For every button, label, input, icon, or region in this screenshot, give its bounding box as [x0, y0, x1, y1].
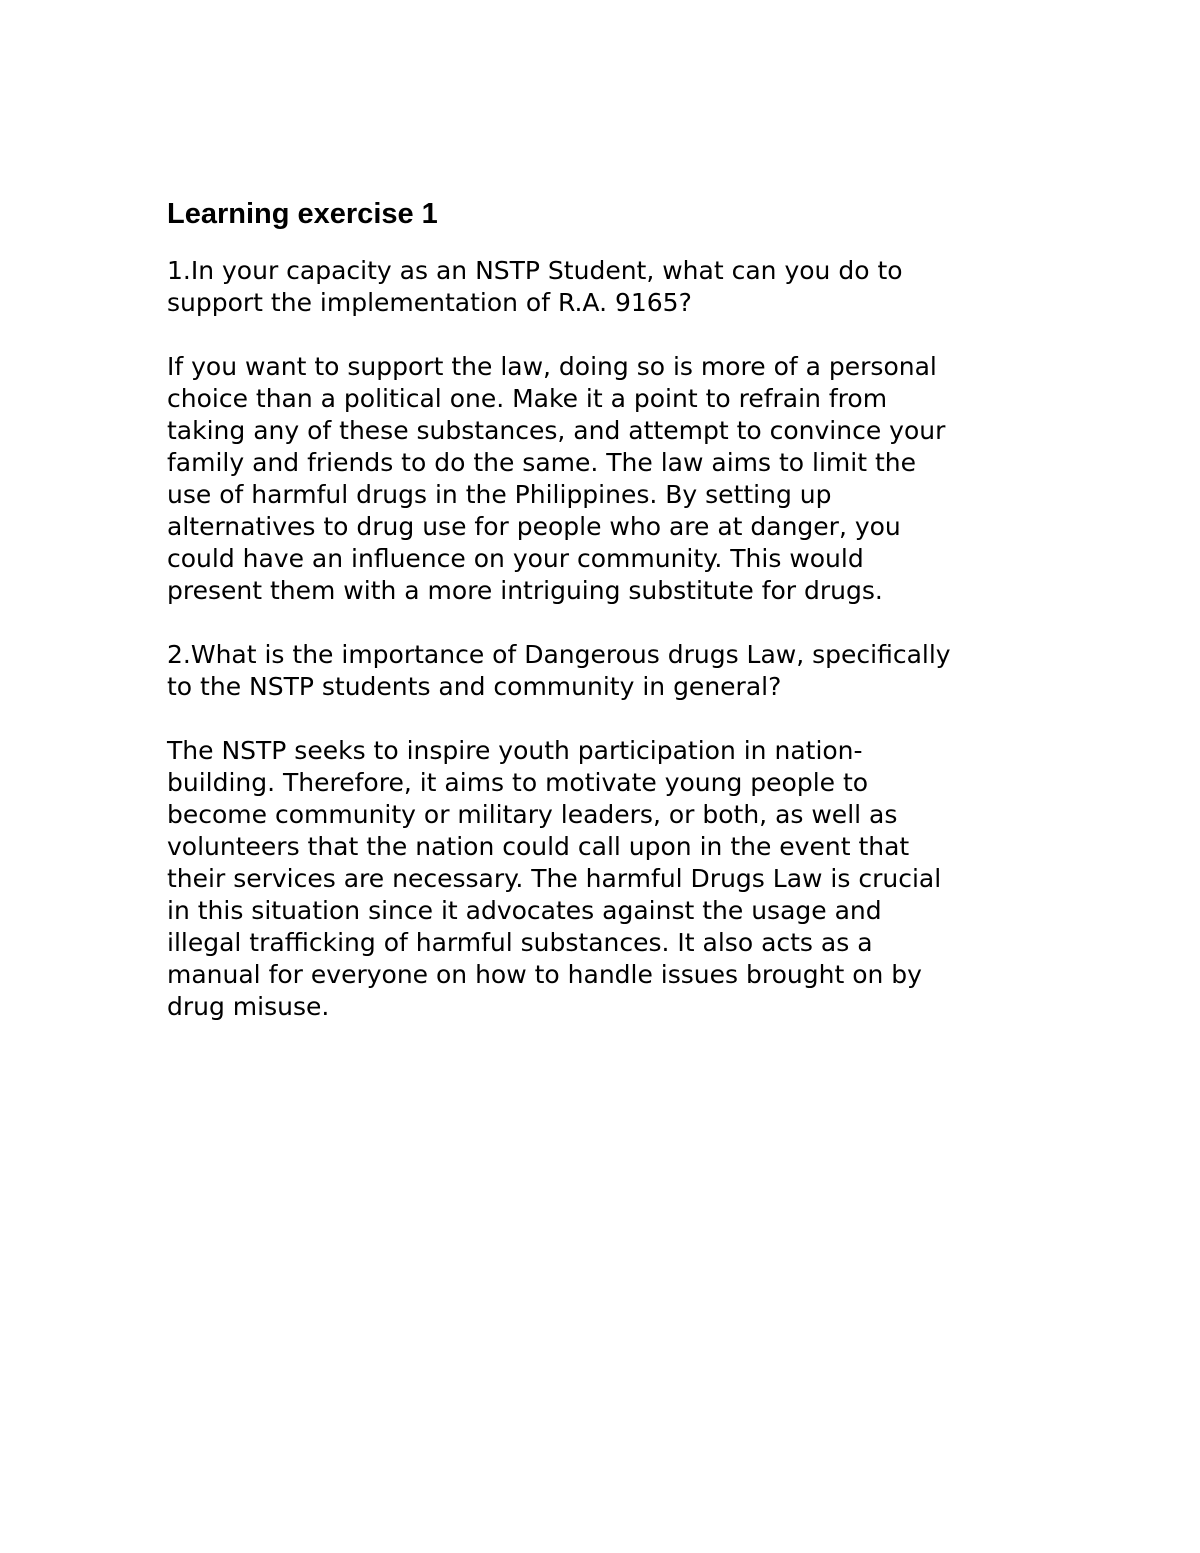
question-2 [167, 639, 1047, 703]
answer-2-line: become community or military leaders, or both, as well as [167, 800, 898, 829]
answer-2-line: drug misuse. [167, 992, 330, 1021]
answer-2-line: their services are necessary. The harmful Drugs Law is crucial [167, 864, 942, 893]
answer-2-line: manual for everyone on how to handle issues brought on by [167, 960, 922, 989]
question-1-line: support the implementation of R.A. 9165? [167, 288, 692, 317]
question-1-line: 1.In your capacity as an NSTP Student, what can you do to [167, 256, 903, 285]
answer-2-line: in this situation since it advocates against the usage and [167, 896, 882, 925]
answer-2-line: building. Therefore, it aims to motivate young people to [167, 768, 869, 797]
answer-2-line: The NSTP seeks to inspire youth participation in nation- [167, 736, 863, 765]
answer-1-line: taking any of these substances, and attempt to convince your [167, 416, 946, 445]
question-2-line: to the NSTP students and community in general? [167, 672, 782, 701]
document-title: Learning exercise 1 [167, 198, 438, 230]
answer-1-line: could have an influence on your community. This would [167, 544, 864, 573]
answer-1-line: use of harmful drugs in the Philippines. By setting up [167, 480, 832, 509]
answer-2-line: volunteers that the nation could call upon in the event that [167, 832, 910, 861]
document-body [167, 197, 1047, 1023]
answer-2-line: illegal trafficking of harmful substances. It also acts as a [167, 928, 873, 957]
answer-1-line: choice than a political one. Make it a point to refrain from [167, 384, 888, 413]
answer-1-line: family and friends to do the same. The law aims to limit the [167, 448, 916, 477]
answer-1-line: If you want to support the law, doing so is more of a personal [167, 352, 937, 381]
answer-2 [167, 735, 1047, 1023]
answer-1 [167, 351, 1047, 607]
answer-1-line: present them with a more intriguing substitute for drugs. [167, 576, 883, 605]
question-1 [167, 255, 1047, 319]
question-2-line: 2.What is the importance of Dangerous drugs Law, specifically [167, 640, 951, 669]
answer-1-line: alternatives to drug use for people who are at danger, you [167, 512, 901, 541]
